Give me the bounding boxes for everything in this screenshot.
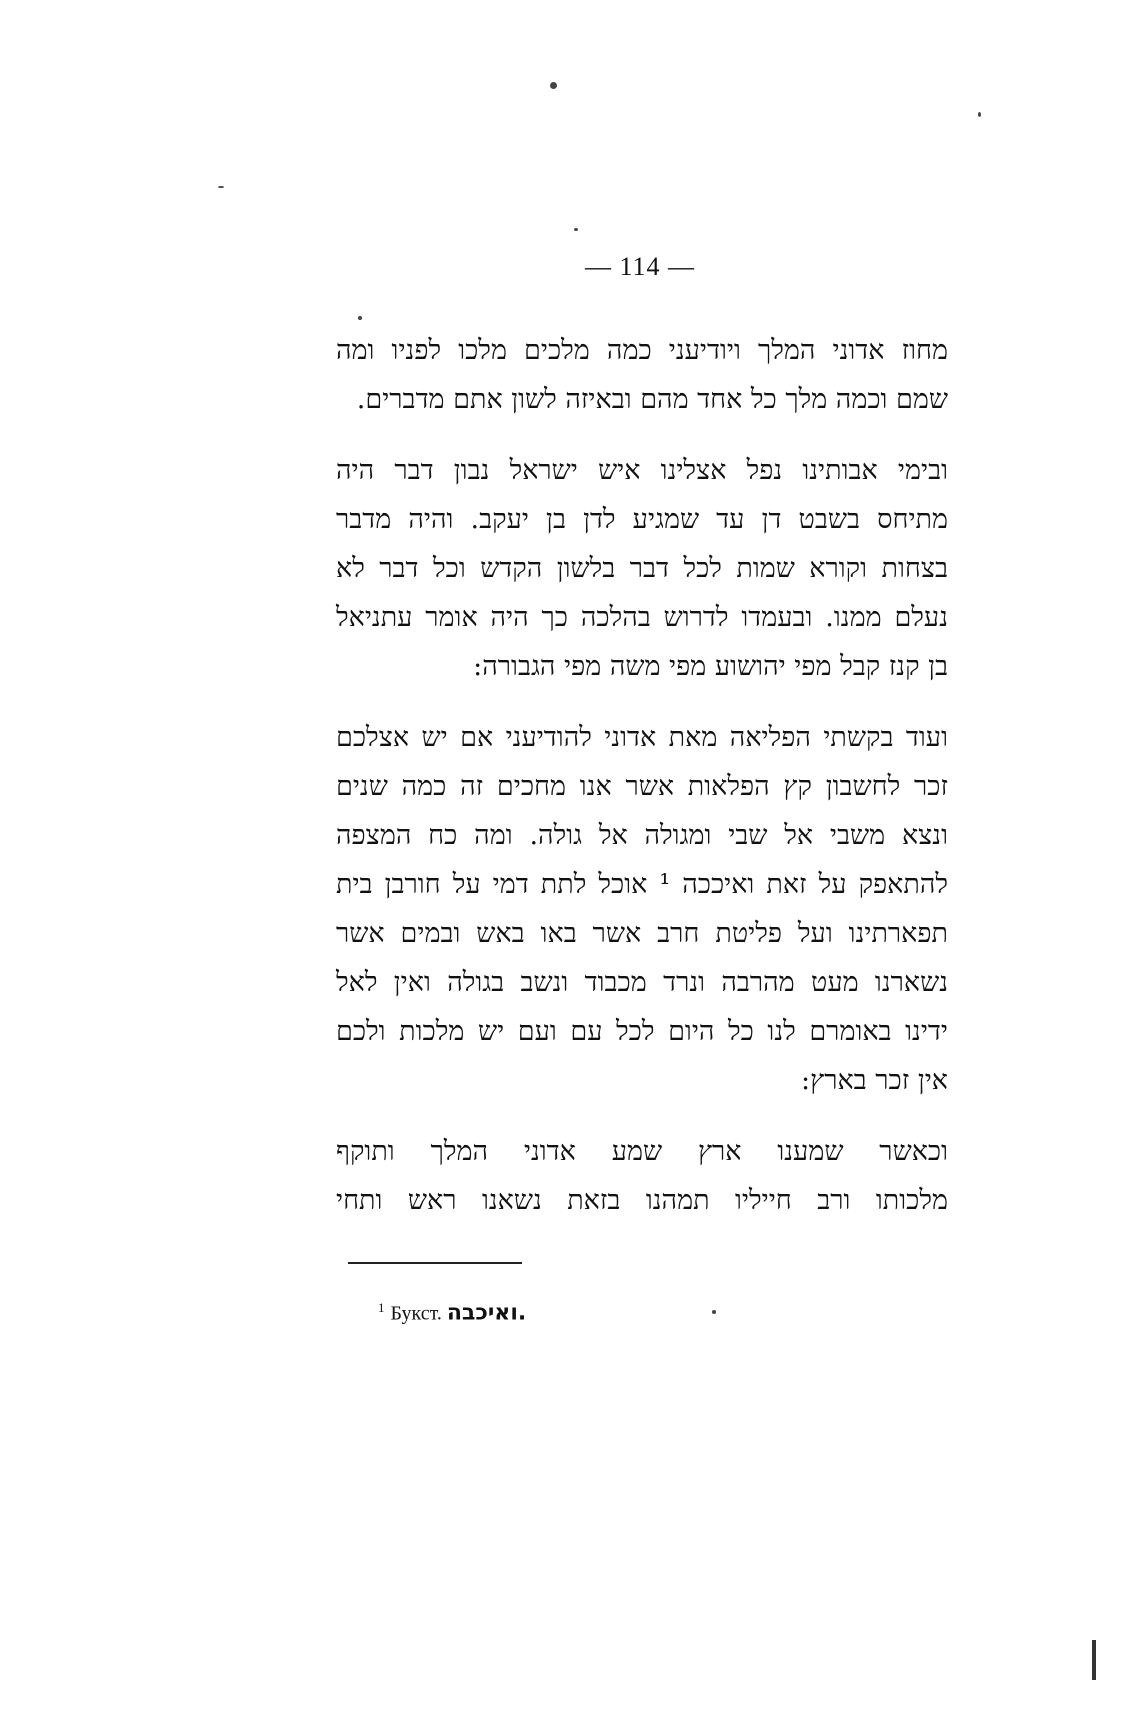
text-line: ובימי אבותינו נפל אצלינו איש ישראל נבון דבר היה (336, 455, 948, 486)
scan-speck (574, 228, 578, 231)
text-line: תפארתינו ועל פליטת חרב אשר באו באש ובמים אשר (336, 918, 948, 949)
text-line: מחוז אדוני המלך ויודיעני כמה מלכים מלכו לפניו ומה (336, 335, 948, 366)
scan-edge-mark (1092, 1640, 1096, 1680)
paragraph-2 (336, 446, 948, 691)
scan-speck (712, 1310, 716, 1314)
text-line: אין זכר בארץ: (801, 1065, 948, 1096)
text-line: בן קנז קבל מפי יהושוע מפי משה מפי הגבורה: (473, 651, 948, 682)
footnote (378, 1300, 526, 1326)
paragraph-3 (336, 713, 948, 1105)
scan-speck (550, 82, 557, 89)
main-text (336, 326, 948, 1247)
text-line: זכר לחשבון קץ הפלאות אשר אנו מחכים זה כמה שנים (336, 771, 948, 802)
text-line: בצחות וקורא שמות לכל דבר בלשון הקדש וכל דבר לא (336, 553, 948, 584)
text-line: ונצא משבי אל שבי ומגולה אל גולה. ומה כח המצפה (336, 820, 948, 851)
footnote-label: Букст. (390, 1302, 442, 1325)
text-line: נעלם ממנו. ובעמדו לדרוש בהלכה כך היה אומר עתניאל (336, 602, 948, 633)
text-line: להתאפק על זאת ואיככה ¹ אוכל לתת דמי על חורבן בית (336, 869, 948, 900)
text-line: ידינו באומרם לנו כל היום לכל עם ועם יש מלכות ולכם (336, 1016, 948, 1047)
text-line: נשארנו מעט מהרבה ונרד מכבוד ונשב בגולה ואין לאל (336, 967, 948, 998)
footnote-marker: 1 (378, 1300, 385, 1315)
page-number: — 114 — (584, 252, 696, 281)
scan-speck (358, 316, 362, 320)
footnote-hebrew: ואיכבה. (446, 1300, 527, 1326)
text-line: מלכותו ורב חייליו תמהנו בזאת נשאנו ראש ותחי (336, 1185, 948, 1216)
paragraph-4 (336, 1127, 948, 1225)
text-line: ועוד בקשתי הפליאה מאת אדוני להודיעני אם יש אצלכם (336, 722, 948, 753)
text-line: וכאשר שמענו ארץ שמע אדוני המלך ותוקף (336, 1136, 948, 1167)
paragraph-1 (336, 326, 948, 424)
scan-speck (978, 112, 981, 117)
text-line: שמם וכמה מלך כל אחד מהם ובאיזה לשון אתם מדברים. (356, 384, 948, 415)
footnote-divider (348, 1262, 522, 1264)
text-line: מתיחס בשבט דן עד שמגיע לדן בן יעקב. והיה מדבר (336, 504, 948, 535)
scan-speck (218, 186, 224, 188)
